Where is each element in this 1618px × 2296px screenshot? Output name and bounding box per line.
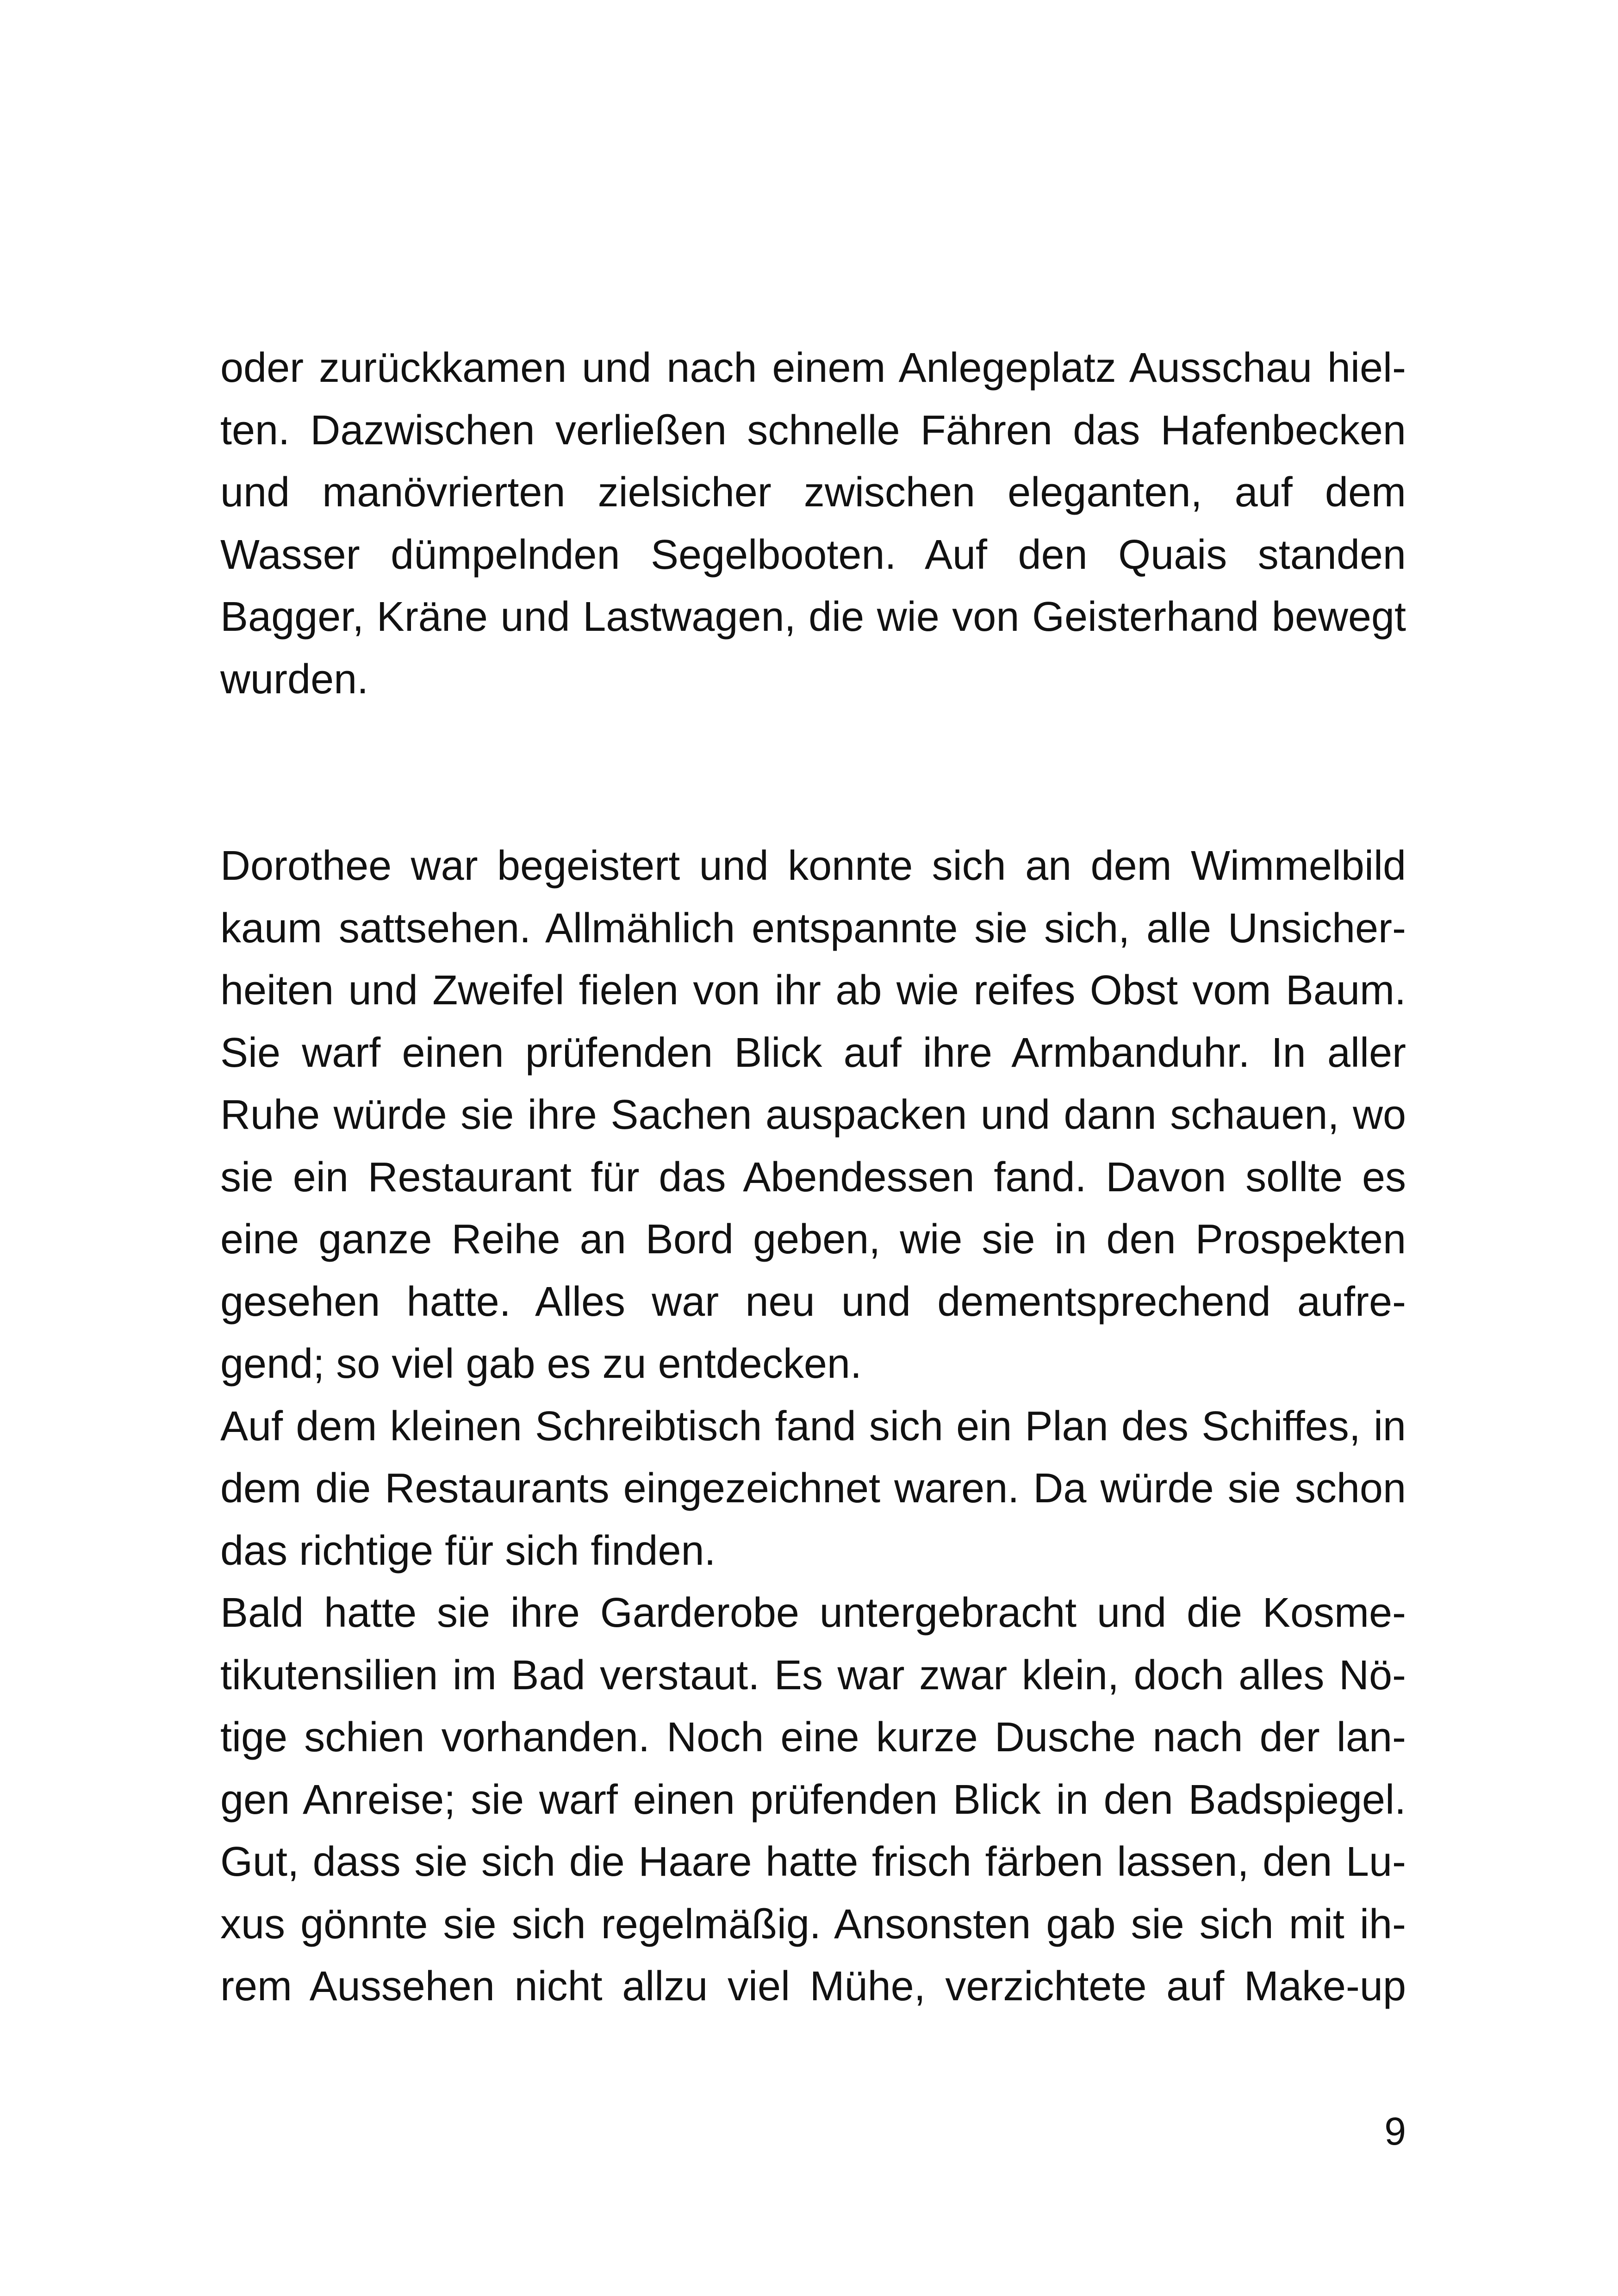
text-line: oder zurückkamen und nach einem Anlegeplatz Ausschau hiel-: [220, 345, 1406, 391]
text-line: gesehen hatte. Alles war neu und dementsprechend aufre-: [220, 1278, 1406, 1325]
text-line: tige schien vorhanden. Noch eine kurze Dusche nach der lan-: [220, 1714, 1406, 1761]
page-number: 9: [1384, 2109, 1406, 2153]
text-line: das richtige für sich finden.: [220, 1527, 716, 1574]
paragraph-1: [220, 337, 1406, 710]
paragraph-gap: [220, 710, 1406, 835]
text-line: Sie warf einen prüfenden Blick auf ihre Armbanduhr. In aller: [220, 1029, 1406, 1076]
text-line: Bald hatte sie ihre Garderobe untergebracht und die Kosme-: [220, 1590, 1406, 1636]
text-line: Dorothee war begeistert und konnte sich an dem Wimmelbild: [220, 843, 1406, 889]
paragraph-2: [220, 835, 1406, 1395]
text-line: Ruhe würde sie ihre Sachen auspacken und dann schauen, wo: [220, 1092, 1406, 1138]
text-line: Gut, dass sie sich die Haare hatte frisch färben lassen, den Lu-: [220, 1839, 1406, 1885]
text-line: kaum sattsehen. Allmählich entspannte sie sich, alle Unsicher-: [220, 905, 1406, 952]
text-line: gend; so viel gab es zu entdecken.: [220, 1341, 862, 1387]
text-line: gen Anreise; sie warf einen prüfenden Blick in den Badspiegel.: [220, 1776, 1406, 1823]
text-line: Auf dem kleinen Schreibtisch fand sich ein Plan des Schiffes, in: [220, 1403, 1406, 1450]
paragraph-4: [220, 1582, 1406, 2018]
text-line: wurden.: [220, 656, 369, 703]
text-line: heiten und Zweifel fielen von ihr ab wie reifes Obst vom Baum.: [220, 967, 1406, 1014]
text-line: eine ganze Reihe an Bord geben, wie sie in den Prospekten: [220, 1216, 1406, 1263]
text-line: xus gönnte sie sich regelmäßig. Ansonsten gab sie sich mit ih-: [220, 1901, 1406, 1948]
text-line: Wasser dümpelnden Segelbooten. Auf den Quais standen: [220, 531, 1406, 578]
body-text: [220, 337, 1406, 2018]
text-line: ten. Dazwischen verließen schnelle Fähren das Hafenbecken: [220, 407, 1406, 454]
text-line: sie ein Restaurant für das Abendessen fand. Davon sollte es: [220, 1154, 1406, 1201]
text-line: tikutensilien im Bad verstaut. Es war zwar klein, doch alles Nö-: [220, 1652, 1406, 1699]
text-line: und manövrierten zielsicher zwischen eleganten, auf dem: [220, 469, 1406, 516]
text-line: dem die Restaurants eingezeichnet waren. Da würde sie schon: [220, 1465, 1406, 1512]
text-line: rem Aussehen nicht allzu viel Mühe, verzichtete auf Make-up: [220, 1963, 1406, 2010]
paragraph-3: [220, 1395, 1406, 1582]
text-line: Bagger, Kräne und Lastwagen, die wie von Geisterhand bewegt: [220, 594, 1406, 640]
